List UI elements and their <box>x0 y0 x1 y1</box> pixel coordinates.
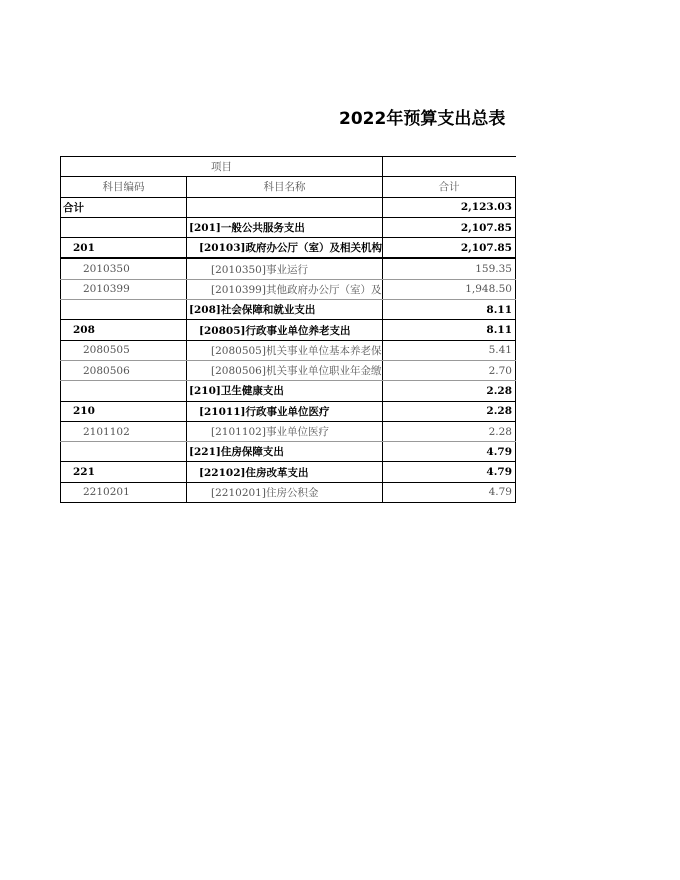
cell-amount: 2.28 <box>383 381 516 401</box>
budget-table <box>60 156 516 503</box>
cell-name: [2101102]事业单位医疗 <box>187 421 383 441</box>
table-row <box>61 442 516 462</box>
table-row <box>61 360 516 380</box>
header-code: 科目编码 <box>61 177 187 197</box>
header-blank-cell <box>383 157 516 177</box>
cell-code: 2080506 <box>61 360 187 380</box>
cell-name: [208]社会保障和就业支出 <box>187 300 383 320</box>
cell-code: 2101102 <box>61 421 187 441</box>
cell-name: [210]卫生健康支出 <box>187 381 383 401</box>
cell-code <box>61 381 187 401</box>
cell-code <box>61 300 187 320</box>
table-row <box>61 482 516 502</box>
table-row <box>61 279 516 299</box>
cell-code: 2080505 <box>61 340 187 360</box>
cell-name <box>187 197 383 217</box>
cell-amount: 2,123.03 <box>383 197 516 217</box>
cell-amount: 8.11 <box>383 320 516 340</box>
cell-amount: 4.79 <box>383 462 516 482</box>
table-header-row <box>61 177 516 197</box>
cell-name: [201]一般公共服务支出 <box>187 217 383 237</box>
cell-amount: 159.35 <box>383 258 516 279</box>
table-row <box>61 300 516 320</box>
cell-name: [22102]住房改革支出 <box>187 462 383 482</box>
cell-name: [2210201]住房公积金 <box>187 482 383 502</box>
cell-amount: 8.11 <box>383 300 516 320</box>
cell-amount: 5.41 <box>383 340 516 360</box>
cell-code: 210 <box>61 401 187 421</box>
table-row <box>61 462 516 482</box>
cell-name: [21011]行政事业单位医疗 <box>187 401 383 421</box>
cell-amount: 4.79 <box>383 442 516 462</box>
cell-amount: 2.28 <box>383 401 516 421</box>
table-header-group-row <box>61 157 516 177</box>
cell-amount: 2.28 <box>383 421 516 441</box>
table-row <box>61 421 516 441</box>
cell-amount: 2,107.85 <box>383 238 516 259</box>
table-row <box>61 197 516 217</box>
cell-code: 2210201 <box>61 482 187 502</box>
cell-name: [2080505]机关事业单位基本养老保 <box>187 340 383 360</box>
cell-code <box>61 217 187 237</box>
cell-code: 221 <box>61 462 187 482</box>
header-name: 科目名称 <box>187 177 383 197</box>
table-row <box>61 258 516 279</box>
cell-code <box>61 442 187 462</box>
cell-name: [2010399]其他政府办公厅（室）及 <box>187 279 383 299</box>
cell-code: 2010350 <box>61 258 187 279</box>
cell-code: 2010399 <box>61 279 187 299</box>
page-title: 2022年预算支出总表 <box>339 109 506 129</box>
table-row <box>61 381 516 401</box>
table-row <box>61 217 516 237</box>
table-row <box>61 320 516 340</box>
cell-amount: 1,948.50 <box>383 279 516 299</box>
cell-name: [20805]行政事业单位养老支出 <box>187 320 383 340</box>
table-row <box>61 238 516 259</box>
header-group-label: 项目 <box>61 157 383 177</box>
cell-code: 201 <box>61 238 187 259</box>
cell-amount: 4.79 <box>383 482 516 502</box>
table-row <box>61 401 516 421</box>
header-total: 合计 <box>383 177 516 197</box>
cell-code: 合计 <box>61 197 187 217</box>
cell-name: [20103]政府办公厅（室）及相关机构 <box>187 238 383 259</box>
table-row <box>61 340 516 360</box>
cell-name: [2080506]机关事业单位职业年金缴 <box>187 360 383 380</box>
cell-amount: 2,107.85 <box>383 217 516 237</box>
cell-name: [2010350]事业运行 <box>187 258 383 279</box>
cell-code: 208 <box>61 320 187 340</box>
cell-amount: 2.70 <box>383 360 516 380</box>
cell-name: [221]住房保障支出 <box>187 442 383 462</box>
